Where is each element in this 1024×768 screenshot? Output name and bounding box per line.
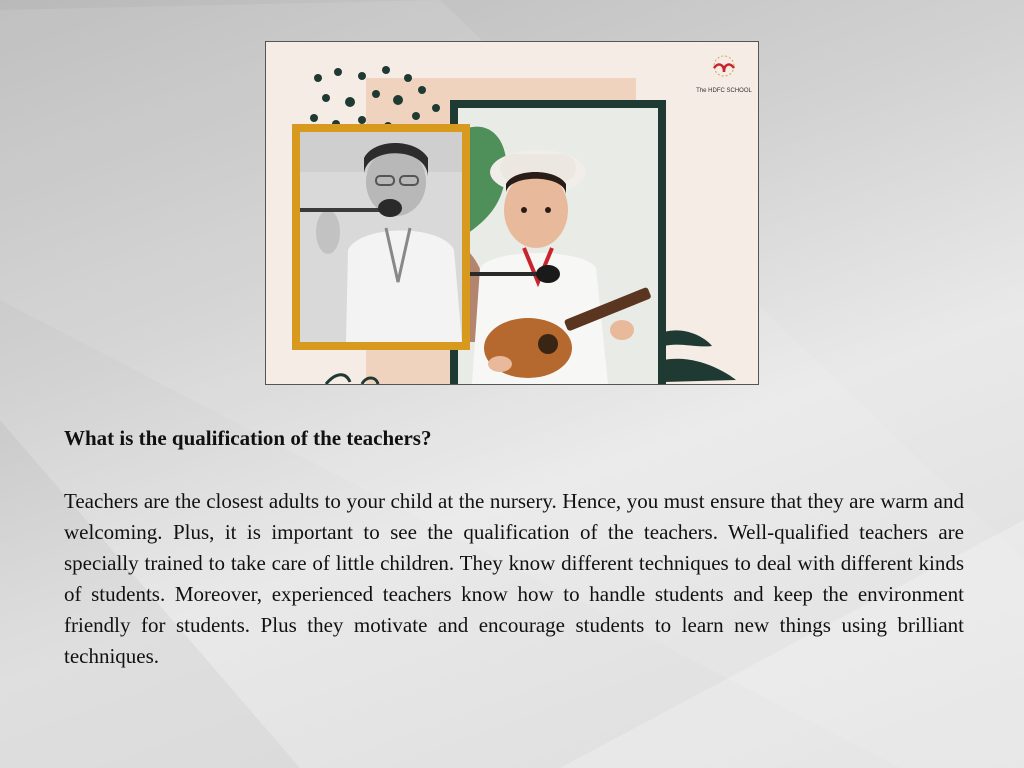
body-paragraph: Teachers are the closest adults to your child at the nursery. Hence, you must ensure that they are warm and welcoming. Plus, it is important to see the qualification of the teachers. Well-qualified teachers are specially trained to take care of little children. They know different techniques to deal with different kinds of students. Moreover, experienced teachers know how to handle students and keep the environment friendly for students. Plus they motivate and encourage students to learn new things using brilliant techniques. <box>64 489 964 668</box>
school-photo <box>265 41 759 385</box>
section-heading: What is the qualification of the teachers? <box>64 426 432 450</box>
logo-text: The HDFC SCHOOL <box>696 88 752 94</box>
school-logo <box>696 56 752 94</box>
